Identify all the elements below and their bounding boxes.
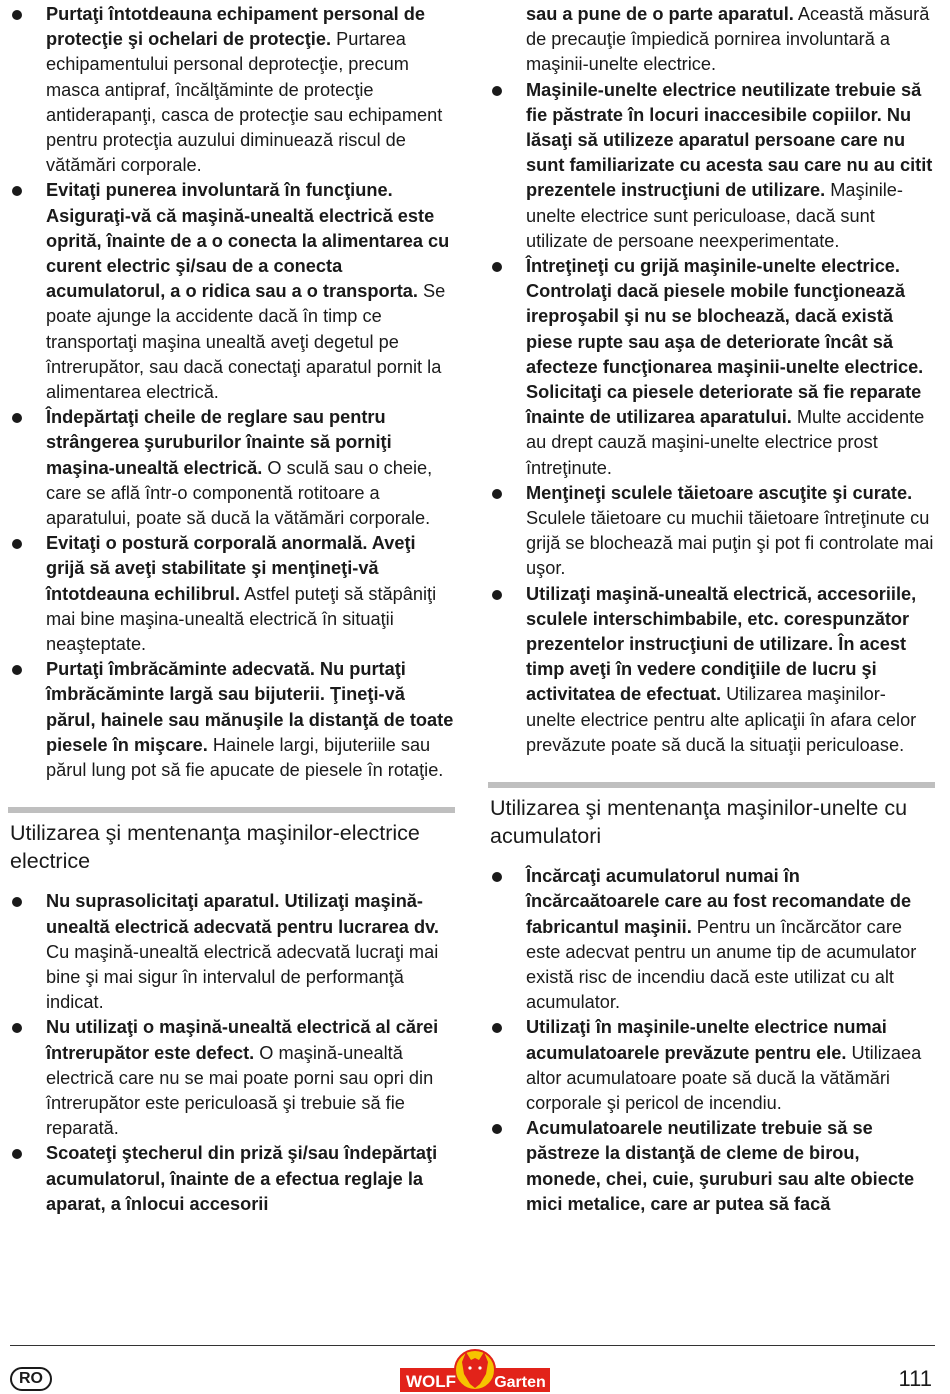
- item-text: O sculă sau o cheie, care se află într-o componentă rotitoare a aparatului, poate să ducă la vătămări corporale.: [46, 457, 433, 529]
- list-item: [10, 1015, 455, 1141]
- list-item: [490, 582, 935, 758]
- item-text: Multe accidente au drept cauză maşini-unelte electrice prost întreţinute.: [526, 407, 925, 478]
- logo-word-wolf: WOLF: [405, 1372, 457, 1391]
- section-heading: Utilizarea şi mentenanţa maşinilor-electrice electrice: [10, 821, 420, 874]
- item-text: Cu maşină-unealtă electrică adecvată lucraţi mai bine şi mai sigur în intervalul de performanţă indicat.: [46, 941, 439, 1013]
- item-bold: Utilizaţi în maşinile-unelte electrice numai acumulatoarele prevăzute pentru ele.: [526, 1017, 887, 1063]
- item-bold: Întreţineţi cu grijă maşinile-unelte electrice. Controlaţi dacă piesele mobile funcţionează ireproşabil şi nu se blochează, dacă există piese rupte sau aşa de deteriorate încât să afecteze funcţionarea maşinii-unelte electrice. Solicitaţi ca piesele deteriorate să fie reparate înainte de utilizarea aparatului.: [526, 256, 924, 428]
- bullet-icon: [492, 590, 502, 600]
- bullet-icon: [12, 1149, 22, 1159]
- item-bold: Acumulatoarele neutilizate trebuie să se păstreze la distanţă de cleme de birou, monede, chei, cuie, şuruburi sau alte obiecte mici metalice, care ar putea să facă: [526, 1118, 915, 1214]
- item-text: Se poate ajunge la accidente dacă în timp ce transportaţi maşina unealtă aveţi degetul pe întrerupător, sau dacă conectaţi aparatul pornit la alimentarea electrică.: [46, 281, 446, 403]
- item-bold: Maşinile-unelte electrice neutilizate trebuie să fie păstrate în locuri inaccesibile copiilor. Nu lăsaţi să utilizeze aparatul persoane care nu sunt familiarizate cu acesta sau care nu au citit prezentele instrucţiuni de utilizare.: [526, 79, 933, 201]
- continued-paragraph: [490, 2, 935, 78]
- bullet-icon: [492, 872, 502, 882]
- list-item: [10, 178, 455, 405]
- safety-list-battery: [490, 864, 935, 1217]
- list-item: [490, 1015, 935, 1116]
- wolf-garten-logo: [400, 1348, 550, 1394]
- page-number: 111: [898, 1366, 932, 1391]
- list-item: [490, 78, 935, 254]
- safety-list-personal: [10, 2, 455, 783]
- bullet-icon: [492, 489, 502, 499]
- item-bold: Nu utilizaţi o maşină-unealtă electrică al cărei întrerupător este defect.: [46, 1017, 439, 1063]
- item-text: Utilizaea altor acumulatoare poate să ducă la vătămări corporale şi pericol de incendiu.: [526, 1042, 922, 1113]
- list-item: [490, 864, 935, 1015]
- list-item: [490, 1116, 935, 1217]
- list-item: [10, 405, 455, 531]
- bullet-icon: [492, 86, 502, 96]
- item-text: Purtarea echipamentului personal deprotecţie, precum masca antipraf, încălţăminte de protecţie antiderapanţi, casca de protecţie sau echipament pentru protecţia auzului diminuează riscul de vătămări corporale.: [46, 29, 443, 176]
- item-text: Această măsură de precauţie împiedică pornirea involuntară a maşinii-unelte electrice.: [526, 4, 930, 75]
- footer-divider: [10, 1345, 935, 1346]
- bullet-icon: [12, 1023, 22, 1033]
- item-bold: Utilizaţi maşină-unealtă electrică, accesoriile, sculele interschimbabile, etc. corespunzător prezentelor instrucţiuni de utilizare. În acest timp aveţi în vedere condiţiile de lucru şi activitatea de efectuat.: [526, 583, 917, 705]
- section-divider: [8, 807, 455, 813]
- item-text: Hainele largi, bijuteriile sau părul lung pot să fie apucate de piesele în rotaţie.: [46, 734, 444, 781]
- item-text: O maşină-unealtă electrică care nu se mai poate porni sau opri din întrerupător este periculoasă şi trebuie să fie reparată.: [46, 1042, 434, 1139]
- list-item: [10, 1141, 455, 1217]
- item-bold: Evitaţi o postură corporală anormală. Aveţi grijă să aveţi stabilitate şi menţineţi-vă întotdeauna echilibrul.: [46, 533, 416, 604]
- item-text: Astfel puteţi să stăpâniţi mai bine maşina-unealtă electrică în situaţii neaşteptate.: [46, 583, 437, 655]
- right-column: [490, 2, 935, 1217]
- item-text: Sculele tăietoare cu muchii tăietoare întreţinute cu grijă se blochează mai puţin şi pot fi controlate mai uşor.: [526, 508, 934, 579]
- safety-list-maintenance: [490, 78, 935, 758]
- section-heading: Utilizarea şi mentenanţa maşinilor-unelte cu acumulatori: [490, 796, 908, 849]
- list-item: [10, 657, 455, 783]
- left-column: [10, 2, 455, 1217]
- list-item: [10, 889, 455, 1015]
- item-bold: Nu suprasolicitaţi aparatul. Utilizaţi maşină-unealtă electrică adecvată pentru lucrarea dv.: [46, 891, 439, 937]
- bullet-icon: [12, 413, 22, 423]
- item-text: Pentru un încărcător care este adecvat pentru un anume tip de acumulator există risc de incendiu dacă este utilizat cu alt acumulator.: [526, 916, 917, 1013]
- bullet-icon: [12, 10, 22, 20]
- item-bold: Purtaţi îmbrăcăminte adecvată. Nu purtaţi îmbrăcăminte largă sau bijuterii. Ţineţi-vă părul, hainele sau mănuşile la distanţă de toate piesele în mişcare.: [46, 659, 454, 755]
- language-badge: RO: [10, 1367, 52, 1391]
- bullet-icon: [12, 665, 22, 675]
- item-bold: sau a pune de o parte aparatul.: [526, 4, 794, 24]
- list-item: [490, 254, 935, 481]
- logo-word-garten: Garten: [494, 1374, 546, 1391]
- list-item: [10, 2, 455, 178]
- bullet-icon: [492, 262, 502, 272]
- list-item: [490, 481, 935, 582]
- bullet-icon: [12, 539, 22, 549]
- item-text: Maşinile-unelte electrice sunt periculoase, dacă sunt utilizate de persoane neexperimentate.: [526, 180, 903, 251]
- item-bold: Evitaţi punerea involuntară în funcţiune. Asiguraţi-vă că maşină-unealtă electrică este oprită, înainte de a o conecta la alimentarea cu curent electric şi/sau de a conecta acumulatorul, a o ridica sau a o transporta.: [46, 180, 450, 302]
- item-text: Utilizarea maşinilor-unelte electrice pentru alte aplicaţii în afara celor prevăzute poate să ducă la situaţii periculoase.: [526, 684, 917, 755]
- section-divider: [488, 782, 935, 788]
- bullet-icon: [492, 1124, 502, 1134]
- bullet-icon: [12, 186, 22, 196]
- list-item: [10, 531, 455, 657]
- safety-list-tools: [10, 889, 455, 1217]
- item-bold: Purtaţi întotdeauna echipament personal de protecţie şi ochelari de protecţie.: [46, 4, 425, 50]
- item-bold: Încărcaţi acumulatorul numai în încărcaătoarele care au fost recomandate de fabricantul maşinii.: [526, 866, 912, 937]
- bullet-icon: [12, 897, 22, 907]
- item-bold: Scoateţi ştecherul din priză şi/sau îndepărtaţi acumulatorul, înainte de a efectua reglaje la aparat, a înlocui accesorii: [46, 1143, 438, 1214]
- item-bold: Îndepărtaţi cheile de reglare sau pentru strângerea şuruburilor înainte să porniţi maşina-unealtă electrică.: [46, 407, 392, 478]
- bullet-icon: [492, 1023, 502, 1033]
- item-bold: Menţineţi sculele tăietoare ascuţite şi curate.: [526, 482, 913, 503]
